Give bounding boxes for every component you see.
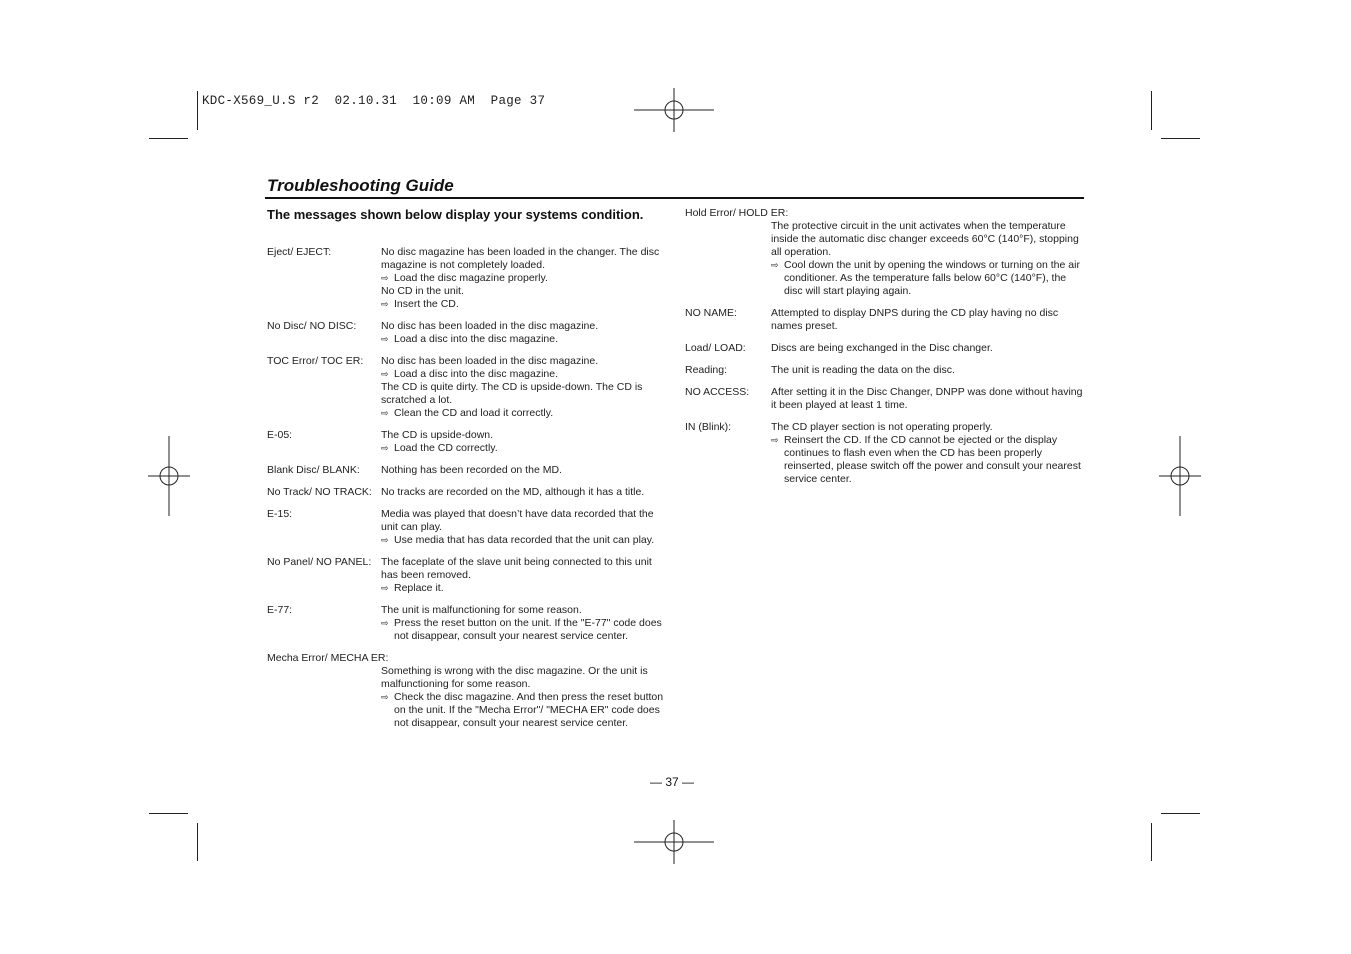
remedy-line <box>381 534 667 547</box>
remedy-line <box>381 442 667 455</box>
message-entry <box>685 364 1085 377</box>
arrow-icon: ⇨ <box>381 334 389 344</box>
message-term: E-77: <box>267 604 293 616</box>
message-description <box>771 342 1085 355</box>
message-description <box>381 604 667 643</box>
description-line <box>771 220 1085 259</box>
message-entry <box>685 307 1085 333</box>
message-description <box>771 307 1085 333</box>
message-entry <box>267 556 667 595</box>
line-text: No disc has been loaded in the disc magazine. <box>381 355 599 367</box>
crop-mark <box>149 813 188 814</box>
line-text: Clean the CD and load it correctly. <box>394 407 554 419</box>
arrow-icon: ⇨ <box>381 369 389 379</box>
line-text: The CD player section is not operating properly. <box>771 421 993 433</box>
message-description <box>381 246 667 311</box>
page-number: — 37 — <box>650 775 695 789</box>
line-text: No disc has been loaded in the disc magazine. <box>381 320 599 332</box>
remedy-line <box>381 407 667 420</box>
message-description <box>771 364 1085 377</box>
line-text: The faceplate of the slave unit being connected to this unit has been removed. <box>381 556 652 581</box>
message-description <box>381 556 667 595</box>
arrow-icon: ⇨ <box>771 435 779 445</box>
line-text: Media was played that doesn’t have data recorded that the unit can play. <box>381 508 654 533</box>
message-entry <box>267 246 667 311</box>
registration-mark-icon <box>148 436 190 516</box>
message-term: E-15: <box>267 508 293 520</box>
description-line <box>771 307 1085 333</box>
arrow-icon: ⇨ <box>381 299 389 309</box>
message-entry <box>685 421 1085 486</box>
line-text: Load the disc magazine properly. <box>394 272 548 284</box>
crop-mark <box>149 138 188 139</box>
line-text: The CD is quite dirty. The CD is upside-down. The CD is scratched a lot. <box>381 381 643 406</box>
message-term: Hold Error/ HOLD ER: <box>685 207 789 219</box>
line-text: Press the reset button on the unit. If the "E-77" code does not disappear, consult your nearest service center. <box>394 617 662 642</box>
line-text: Nothing has been recorded on the MD. <box>381 464 562 476</box>
description-line <box>771 421 1085 434</box>
remedy-line <box>381 272 667 285</box>
arrow-icon: ⇨ <box>381 408 389 418</box>
message-term: NO ACCESS: <box>685 386 750 398</box>
message-description <box>381 355 667 420</box>
line-text: Attempted to display DNPS during the CD play having no disc names preset. <box>771 307 1059 332</box>
description-line <box>381 665 667 691</box>
remedy-line <box>381 368 667 381</box>
description-line <box>381 355 667 368</box>
remedy-line <box>771 434 1085 486</box>
message-entry <box>267 604 667 643</box>
left-column <box>267 246 667 739</box>
arrow-icon: ⇨ <box>771 260 779 270</box>
message-entry <box>685 386 1085 412</box>
section-intro: The messages shown below display your systems condition. <box>267 207 644 222</box>
message-description <box>381 665 667 730</box>
message-term: Mecha Error/ MECHA ER: <box>267 652 389 664</box>
arrow-icon: ⇨ <box>381 692 389 702</box>
description-line <box>381 508 667 534</box>
line-text: No disc magazine has been loaded in the changer. The disc magazine is not completely loaded. <box>381 246 660 271</box>
remedy-line <box>381 298 667 311</box>
line-text: Insert the CD. <box>394 298 459 310</box>
arrow-icon: ⇨ <box>381 583 389 593</box>
remedy-line <box>771 259 1085 298</box>
message-entry <box>267 320 667 346</box>
message-term: Load/ LOAD: <box>685 342 746 354</box>
line-text: No tracks are recorded on the MD, although it has a title. <box>381 486 645 498</box>
line-text: Something is wrong with the disc magazine. Or the unit is malfunctioning for some reason. <box>381 665 648 690</box>
message-entry <box>267 464 667 477</box>
remedy-line <box>381 617 667 643</box>
line-text: The CD is upside-down. <box>381 429 494 441</box>
message-term: Reading: <box>685 364 728 376</box>
line-text: Replace it. <box>394 582 444 594</box>
crop-mark <box>1161 138 1200 139</box>
message-term: Blank Disc/ BLANK: <box>267 464 360 476</box>
message-entry <box>685 342 1085 355</box>
message-description <box>771 386 1085 412</box>
registration-mark-icon <box>1159 436 1201 516</box>
line-text: No CD in the unit. <box>381 285 464 297</box>
description-line <box>381 604 667 617</box>
title-rule <box>265 197 1084 199</box>
arrow-icon: ⇨ <box>381 535 389 545</box>
description-line <box>771 364 1085 377</box>
line-text: Discs are being exchanged in the Disc changer. <box>771 342 993 354</box>
message-entry <box>267 429 667 455</box>
message-term: Eject/ EJECT: <box>267 246 332 258</box>
line-text: Load a disc into the disc magazine. <box>394 368 559 380</box>
crop-mark <box>1151 91 1152 130</box>
arrow-icon: ⇨ <box>381 273 389 283</box>
right-column <box>685 207 1085 495</box>
remedy-line <box>381 333 667 346</box>
line-text: Use media that has data recorded that the unit can play. <box>394 534 655 546</box>
arrow-icon: ⇨ <box>381 443 389 453</box>
crop-mark <box>1161 813 1200 814</box>
line-text: The unit is reading the data on the disc. <box>771 364 955 376</box>
message-description <box>381 320 667 346</box>
line-text: Cool down the unit by opening the windows or turning on the air conditioner. As the temperature falls below 60°C (140°F), the disc will start playing again. <box>784 259 1080 297</box>
print-slug: KDC-X569_U.S r2 02.10.31 10:09 AM Page 37 <box>202 94 546 108</box>
arrow-icon: ⇨ <box>381 618 389 628</box>
message-term: E-05: <box>267 429 293 441</box>
crop-mark <box>197 91 198 130</box>
description-line <box>381 320 667 333</box>
remedy-line <box>381 582 667 595</box>
line-text: Load the CD correctly. <box>394 442 498 454</box>
description-line <box>381 285 667 298</box>
message-term: No Track/ NO TRACK: <box>267 486 372 498</box>
crop-mark <box>197 823 198 861</box>
registration-mark-icon <box>634 820 714 864</box>
line-text: The protective circuit in the unit activates when the temperature inside the automatic disc changer exceeds 60°C (140°F), stopping all operation. <box>771 220 1079 258</box>
message-entry <box>267 508 667 547</box>
message-term: IN (Blink): <box>685 421 732 433</box>
line-text: After setting it in the Disc Changer, DNPP was done without having it been played at least 1 time. <box>771 386 1083 411</box>
description-line <box>381 429 667 442</box>
remedy-line <box>381 691 667 730</box>
description-line <box>381 556 667 582</box>
message-description <box>381 464 667 477</box>
message-description <box>381 486 667 499</box>
message-entry <box>685 207 1085 298</box>
description-line <box>771 386 1085 412</box>
message-entry <box>267 355 667 420</box>
message-term: NO NAME: <box>685 307 737 319</box>
page-title: Troubleshooting Guide <box>267 176 454 195</box>
line-text: Reinsert the CD. If the CD cannot be ejected or the display continues to flash even when the CD has been properly reinserted, please switch off the power and consult your nearest service center. <box>784 434 1081 485</box>
line-text: Load a disc into the disc magazine. <box>394 333 559 345</box>
message-entry <box>267 652 667 730</box>
message-description <box>381 508 667 547</box>
line-text: The unit is malfunctioning for some reason. <box>381 604 582 616</box>
registration-mark-icon <box>634 88 714 132</box>
description-line <box>381 246 667 272</box>
message-term: No Disc/ NO DISC: <box>267 320 357 332</box>
message-description <box>771 421 1085 486</box>
message-term: No Panel/ NO PANEL: <box>267 556 372 568</box>
description-line <box>381 464 667 477</box>
description-line <box>381 486 667 499</box>
description-line <box>381 381 667 407</box>
crop-mark <box>1151 823 1152 861</box>
message-description <box>771 220 1085 298</box>
message-entry <box>267 486 667 499</box>
line-text: Check the disc magazine. And then press the reset button on the unit. If the "Mecha Error"/ "MECHA ER" code does not disappear, consult your nearest service center. <box>394 691 664 729</box>
description-line <box>771 342 1085 355</box>
message-description <box>381 429 667 455</box>
message-term: TOC Error/ TOC ER: <box>267 355 364 367</box>
